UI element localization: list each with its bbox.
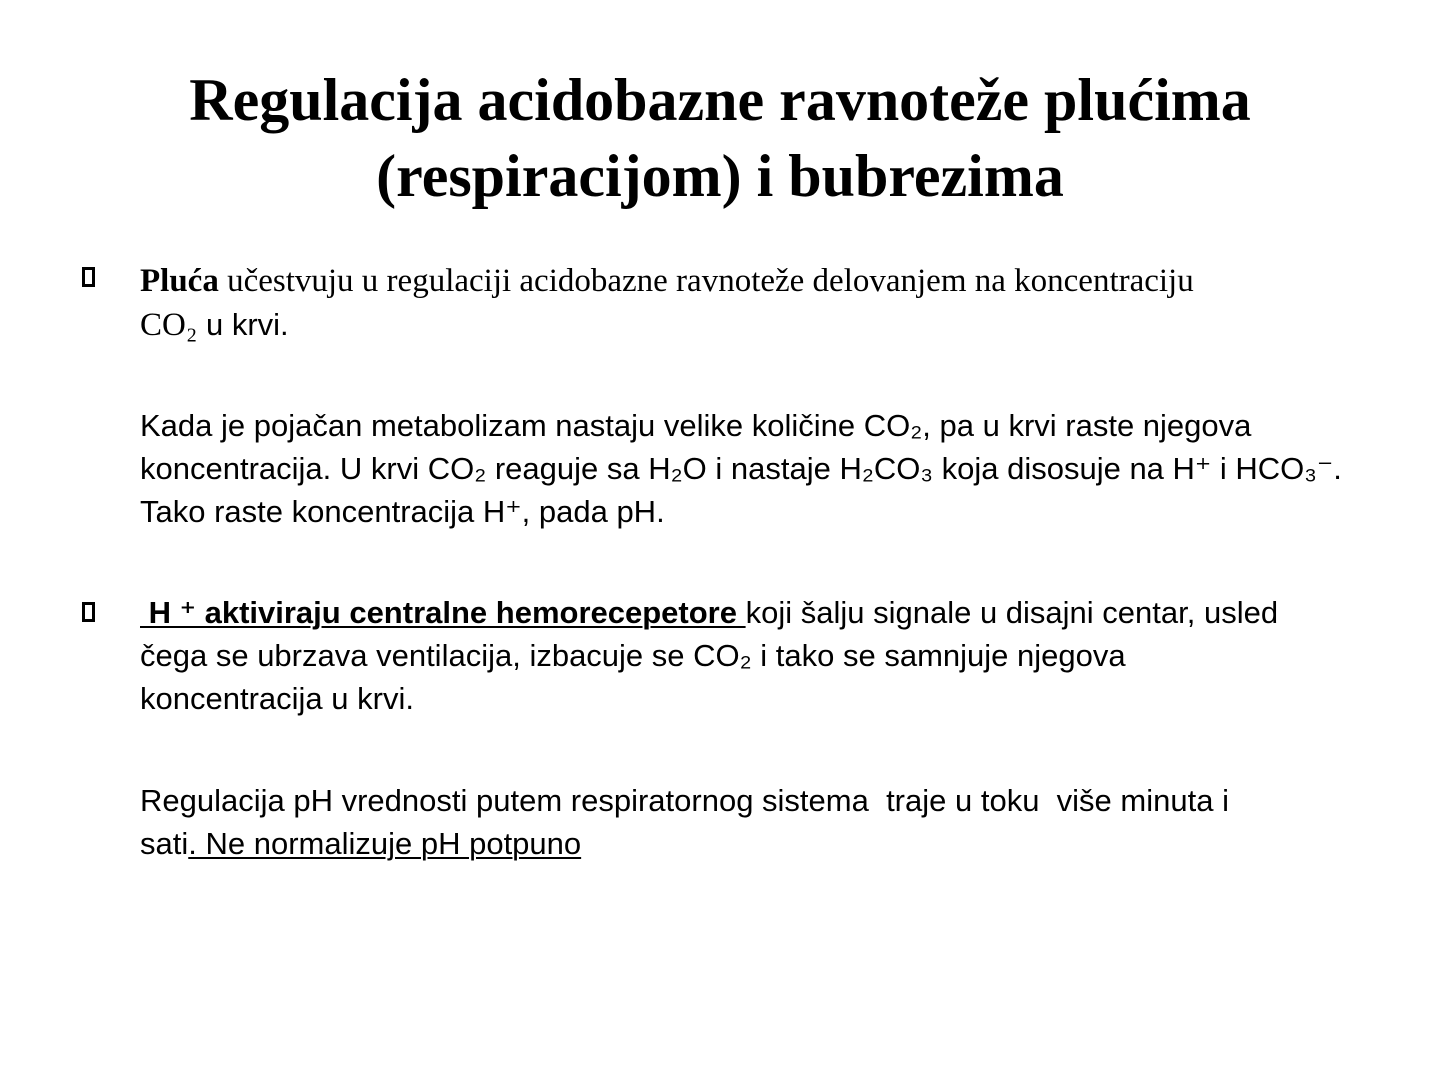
title-line-2: (respiracijom) i bubrezima bbox=[376, 143, 1064, 209]
slide-title bbox=[60, 62, 1380, 214]
highlighted-term: H ⁺ aktiviraju centralne hemorecepetore bbox=[140, 595, 746, 630]
item-line bbox=[140, 591, 1430, 634]
item-line bbox=[140, 822, 1430, 865]
item-line-text: sati bbox=[140, 826, 189, 861]
item-line: čega se ubrzava ventilacija, izbacuje se CO₂ i tako se samnjuje njegova bbox=[140, 638, 1126, 673]
item-text bbox=[140, 591, 1430, 720]
item-line-text: u krvi. bbox=[197, 307, 289, 342]
item-line: Regulacija pH vrednosti putem respiratornog sistema traje u toku više minuta i bbox=[140, 783, 1229, 818]
item-line bbox=[140, 259, 1430, 303]
underlined-note: . Ne normalizuje pH potpuno bbox=[188, 826, 582, 861]
item-line-text: učestvuju u regulaciji acidobazne ravnoteže delovanjem na koncentraciju bbox=[218, 263, 1194, 299]
item-line-text: koji šalju signale u disajni centar, usled bbox=[745, 595, 1279, 630]
item-line: Kada je pojačan metabolizam nastaju velike količine CO₂, pa u krvi raste njegova bbox=[140, 408, 1252, 443]
bullet-box-icon bbox=[82, 267, 95, 287]
item-line: koncentracija. U krvi CO₂ reaguje sa H₂O i nastaje H₂CO₃ koja disosuje na H⁺ i HCO₃⁻. bbox=[140, 451, 1342, 486]
item-text bbox=[140, 404, 1430, 533]
item-text bbox=[140, 779, 1430, 865]
title-line-1: Regulacija acidobazne ravnoteže plućima bbox=[189, 67, 1251, 133]
item-line: Tako raste koncentracija H⁺, pada pH. bbox=[140, 494, 665, 529]
bullet-box-icon bbox=[82, 602, 95, 622]
item-text bbox=[140, 259, 1430, 347]
item-line bbox=[140, 303, 1430, 347]
item-line: koncentracija u krvi. bbox=[140, 681, 414, 716]
bold-term: Pluća bbox=[140, 263, 219, 299]
co2-label: CO₂ bbox=[140, 307, 198, 343]
